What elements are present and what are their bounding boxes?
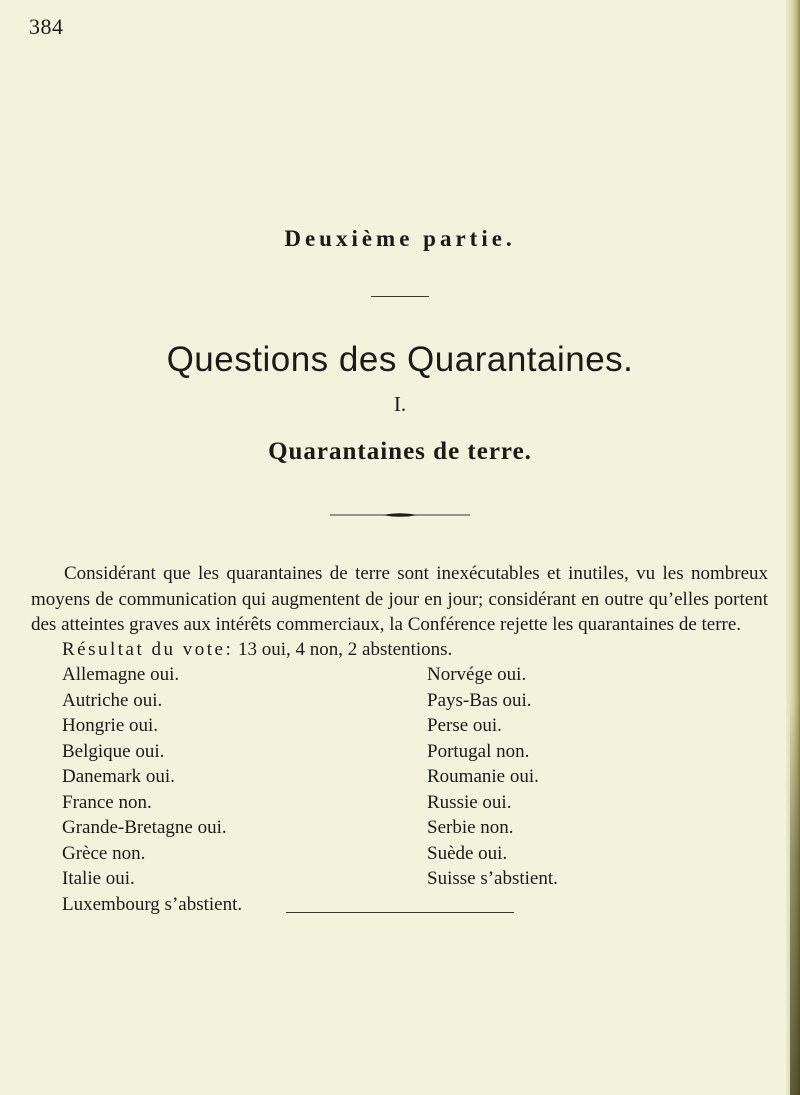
vote-item: Italie oui. <box>62 868 135 889</box>
vote-item: Grèce non. <box>62 842 146 864</box>
vote-item: Danemark oui. <box>62 766 175 787</box>
vote-item: Belgique oui. <box>62 740 165 762</box>
vote-item: Russie oui. <box>427 791 512 813</box>
vote-item: Grande-Bretagne oui. <box>62 817 227 838</box>
vote-item: Luxembourg s’abstient. <box>62 893 243 915</box>
vote-item: Suisse s’abstient. <box>427 868 558 889</box>
vote-item: Roumanie oui. <box>427 766 539 787</box>
section-numeral: I. <box>393 392 407 416</box>
vote-item: France non. <box>62 791 152 813</box>
vote-item: Norvége oui. <box>427 664 527 685</box>
vote-item: Perse oui. <box>427 715 502 736</box>
vote-item: Pays-Bas oui. <box>427 689 532 711</box>
vote-item: Allemagne oui. <box>62 664 180 685</box>
votes-left-column <box>62 662 242 917</box>
divider-bottom <box>286 912 514 913</box>
subsection-title: Quarantaines de terre. <box>268 438 532 465</box>
page-number: 384 <box>29 14 64 39</box>
divider-short <box>371 296 429 297</box>
vote-item: Suède oui. <box>427 842 508 864</box>
ornament-divider <box>330 512 470 518</box>
votes-right-column <box>427 662 558 892</box>
vote-result <box>62 637 452 663</box>
section-title: Questions des Quarantaines. <box>166 340 634 379</box>
vote-item: Serbie non. <box>427 817 514 838</box>
vote-result-label: Résultat du vote: <box>62 639 234 660</box>
resolution-paragraph: Considérant que les quarantaines de terre sont inexécutables et inutiles, vu les nombreux moyens de communication qui augmentent de jour en jour; considérant en outre qu’elles portent des atteintes graves aux intérêts commerciaux, la Conférence rejette les quarantaines de terre. <box>31 563 768 635</box>
part-title: Deuxième partie. <box>284 226 516 251</box>
vote-result-text: 13 oui, 4 non, 2 abstentions. <box>238 639 453 660</box>
vote-item: Hongrie oui. <box>62 715 159 736</box>
vote-item: Portugal non. <box>427 740 530 762</box>
page-edge-dark <box>790 700 800 1095</box>
vote-item: Autriche oui. <box>62 689 163 711</box>
